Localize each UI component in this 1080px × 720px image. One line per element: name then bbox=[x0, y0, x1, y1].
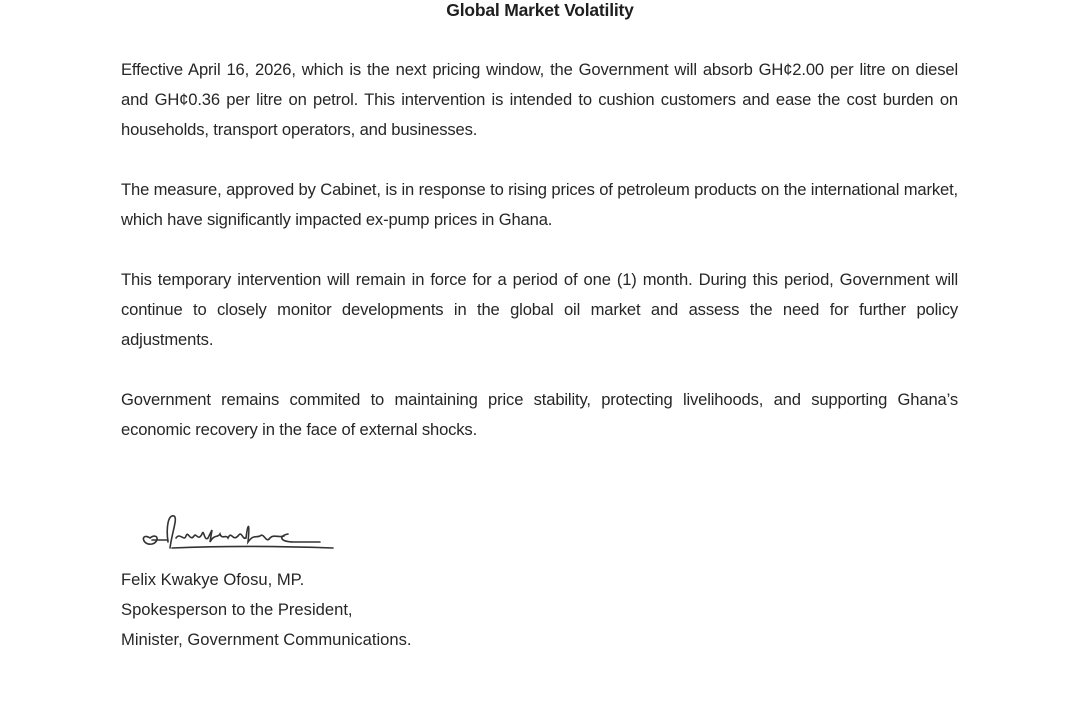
signatory-title: Minister, Government Communications. bbox=[121, 630, 412, 649]
paragraph-2: The measure, approved by Cabinet, is in response to rising prices of petroleum products on the international market, which have significantly impacted ex-pump prices in Ghana. bbox=[121, 180, 958, 229]
paragraph-4: Government remains commited to maintaining price stability, protecting livelihoods, and supporting Ghana’s economic recovery in the face of external shocks. bbox=[121, 390, 958, 439]
signoff-block bbox=[121, 565, 412, 655]
paragraph-1: Effective April 16, 2026, which is the next pricing window, the Government will absorb GH¢2.00 per litre on diesel and GH¢0.36 per litre on petrol. This intervention is intended to cushion customers and ease the cost burden on households, transport operators, and businesses. bbox=[121, 60, 958, 139]
document-title: Global Market Volatility bbox=[446, 0, 634, 20]
handwritten-signature bbox=[138, 508, 338, 558]
signatory-name: Felix Kwakye Ofosu, MP. bbox=[121, 570, 305, 589]
document-body bbox=[121, 55, 958, 475]
paragraph-3: This temporary intervention will remain in force for a period of one (1) month. During this period, Government will continue to closely monitor developments in the global oil market and assess the need for further policy adjustments. bbox=[121, 270, 958, 349]
signatory-role: Spokesperson to the President, bbox=[121, 600, 353, 619]
